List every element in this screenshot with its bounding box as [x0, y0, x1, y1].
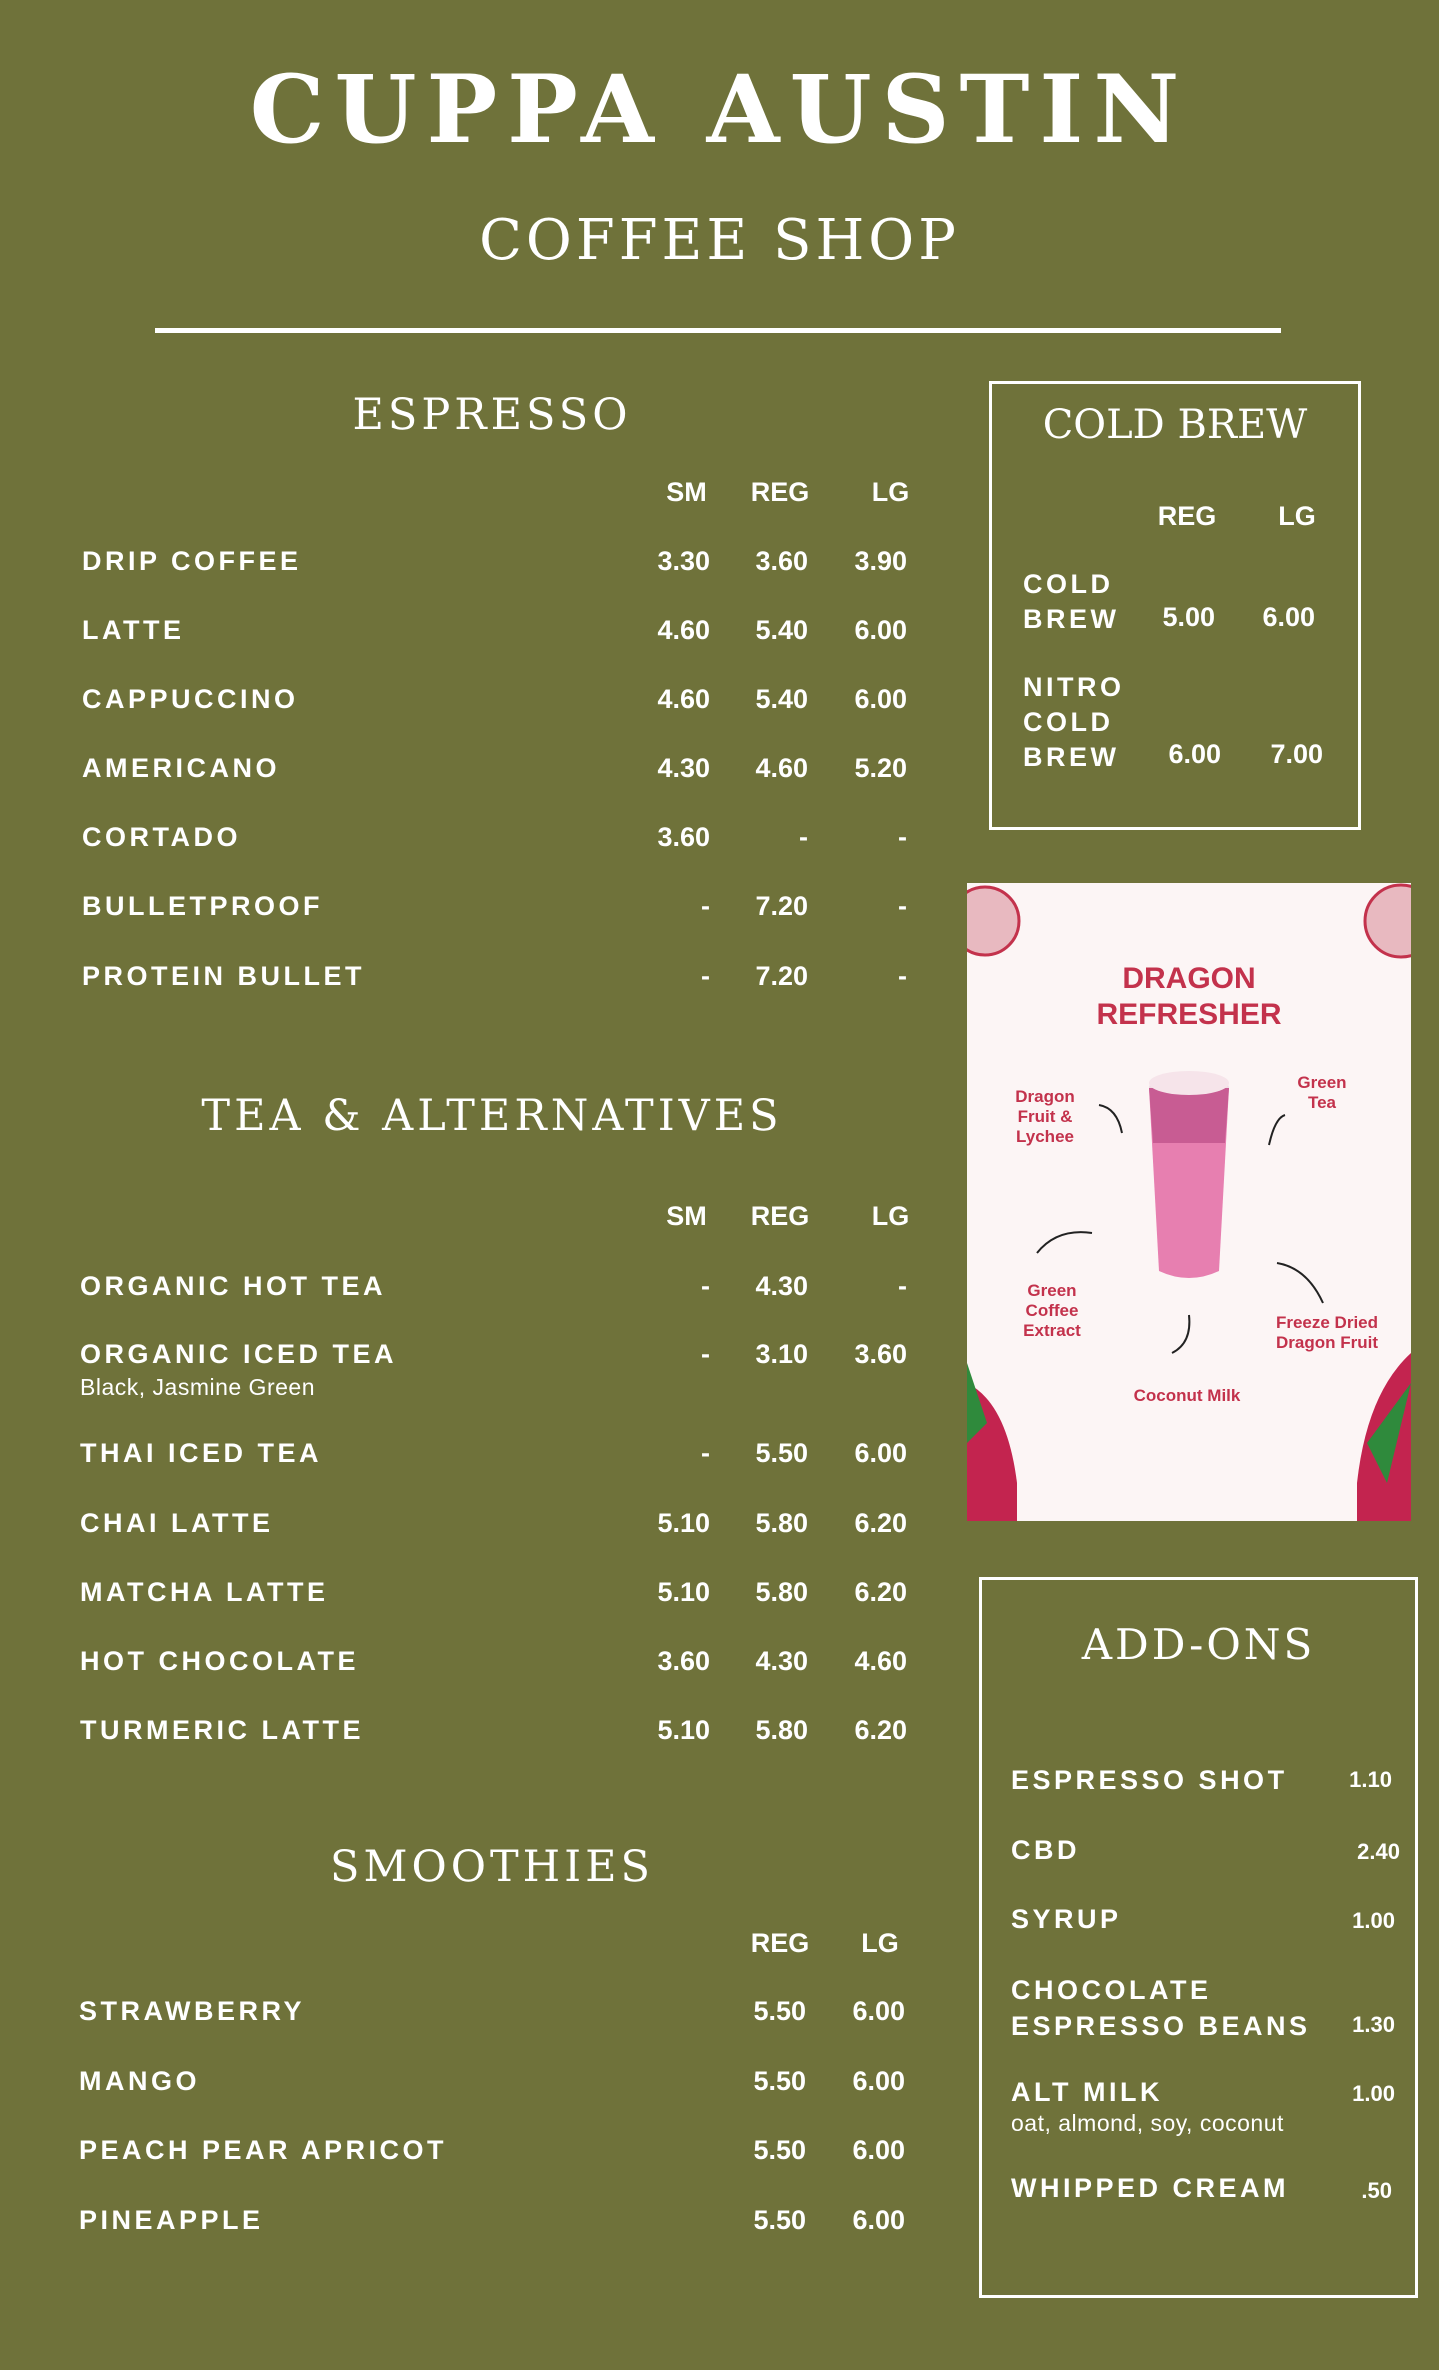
espresso-col-sm: SM [666, 477, 707, 507]
menu-item-matcha-latte: MATCHA LATTE [80, 1577, 329, 1607]
label-line: Freeze Dried [1275, 1313, 1379, 1332]
price-reg: 4.30 [755, 1271, 808, 1301]
menu-item-bulletproof: BULLETPROOF [82, 891, 323, 921]
price-lg: 6.20 [854, 1715, 907, 1745]
item-name-line: CHOCOLATE [1011, 1975, 1212, 2005]
item-note: oat, almond, soy, coconut [1011, 2110, 1284, 2136]
shop-subtitle: COFFEE SHOP [479, 208, 960, 273]
price-reg: 4.30 [755, 1646, 808, 1676]
price-sm: 5.10 [657, 1508, 710, 1538]
addon-espresso-shot: ESPRESSO SHOT [1011, 1765, 1288, 1795]
menu-item-cortado: CORTADO [82, 822, 241, 852]
price-sm: - [701, 1339, 710, 1369]
label-line: Green [1297, 1073, 1347, 1092]
tea-col-sm: SM [666, 1201, 707, 1231]
price-reg: 5.80 [755, 1508, 808, 1538]
price-reg: 5.40 [755, 615, 808, 645]
espresso-col-lg: LG [871, 477, 910, 507]
item-name-line: ESPRESSO BEANS [1011, 2011, 1311, 2041]
price-lg: 6.00 [854, 1438, 907, 1468]
menu-item-drip-coffee: DRIP COFFEE [82, 546, 302, 576]
price-reg: 6.00 [1168, 739, 1221, 769]
price-sm: 4.30 [657, 753, 710, 783]
menu-item-organic-hot-tea: ORGANIC HOT TEA [80, 1271, 386, 1301]
label-line: Dragon [1015, 1087, 1075, 1106]
price-sm: 3.30 [657, 546, 710, 576]
dragon-refresher-card [967, 883, 1411, 1521]
tea-col-reg: REG [750, 1201, 810, 1231]
menu-item-protein-bullet: PROTEIN BULLET [82, 961, 365, 991]
price-lg: - [898, 1271, 907, 1301]
menu-item-chai-latte: CHAI LATTE [80, 1508, 274, 1538]
price-lg: 6.00 [852, 2205, 905, 2235]
price-reg: 5.80 [755, 1577, 808, 1607]
dragon-fruit-icon [967, 1353, 1411, 1521]
price-sm: 3.60 [657, 822, 710, 852]
price-lg: - [898, 891, 907, 921]
price-lg: 6.00 [852, 2066, 905, 2096]
price-lg: 5.20 [854, 753, 907, 783]
price-reg: 5.80 [755, 1715, 808, 1745]
price-lg: 6.00 [854, 684, 907, 714]
espresso-heading: ESPRESSO [352, 390, 632, 440]
price-lg: 4.60 [854, 1646, 907, 1676]
shop-title: CUPPA AUSTIN [249, 55, 1190, 165]
addon-price: 1.00 [1352, 1908, 1395, 1933]
label-line: Tea [1307, 1093, 1337, 1112]
price-lg: 3.90 [854, 546, 907, 576]
item-name: ORGANIC ICED TEA [80, 1339, 398, 1369]
price-reg: 5.50 [753, 2135, 806, 2165]
addon-syrup: SYRUP [1011, 1904, 1122, 1934]
label-line: Lychee [1016, 1127, 1074, 1146]
item-name-line: BREW [1023, 604, 1120, 634]
menu-item-organic-iced-tea [80, 1339, 397, 1401]
price-lg: 6.00 [854, 615, 907, 645]
price-reg: 5.40 [755, 684, 808, 714]
price-lg: 3.60 [854, 1339, 907, 1369]
item-note: Black, Jasmine Green [80, 1374, 315, 1400]
addon-price: 1.00 [1352, 2081, 1395, 2106]
price-sm: - [701, 1271, 710, 1301]
price-reg: 5.50 [753, 2066, 806, 2096]
price-reg: 7.20 [755, 891, 808, 921]
price-sm: 4.60 [657, 684, 710, 714]
lychee-icon [967, 885, 1411, 957]
addon-price: 1.30 [1352, 2012, 1395, 2037]
addons-heading: ADD-ONS [1081, 1620, 1316, 1669]
item-name-line: COLD [1023, 707, 1114, 737]
drink-glass-icon [1149, 1071, 1229, 1278]
addon-price: 2.40 [1357, 1839, 1400, 1864]
addon-whipped-cream: WHIPPED CREAM [1011, 2173, 1290, 2203]
label-line: Coffee [1025, 1301, 1079, 1320]
label-green-tea [1277, 1073, 1367, 1113]
price-sm: - [701, 961, 710, 991]
price-sm: - [701, 891, 710, 921]
price-sm: 5.10 [657, 1577, 710, 1607]
price-reg: 4.60 [755, 753, 808, 783]
price-reg: 5.00 [1162, 602, 1215, 632]
menu-item-americano: AMERICANO [82, 753, 280, 783]
label-dragon-fruit-lychee [995, 1087, 1095, 1147]
price-lg: 6.00 [1262, 602, 1315, 632]
dragon-title [967, 961, 1411, 1033]
price-lg: - [898, 822, 907, 852]
price-reg: 5.50 [755, 1438, 808, 1468]
addon-cbd: CBD [1011, 1835, 1080, 1865]
dragon-title-line: DRAGON [1122, 962, 1256, 995]
price-reg: 5.50 [753, 2205, 806, 2235]
label-line: Fruit & [1017, 1107, 1073, 1126]
tea-heading: TEA & ALTERNATIVES [201, 1091, 783, 1141]
price-reg: - [799, 822, 808, 852]
item-name-line: BREW [1023, 742, 1120, 772]
price-sm: - [701, 1438, 710, 1468]
price-reg: 7.20 [755, 961, 808, 991]
label-line: Dragon Fruit [1276, 1333, 1378, 1352]
smoothies-col-reg: REG [750, 1928, 810, 1958]
menu-item-turmeric-latte: TURMERIC LATTE [80, 1715, 364, 1745]
menu-item-cappuccino: CAPPUCCINO [82, 684, 299, 714]
smoothies-heading: SMOOTHIES [329, 1842, 654, 1892]
cold-brew-heading: COLD BREW [1042, 402, 1308, 448]
menu-item-peach-pear-apricot: PEACH PEAR APRICOT [79, 2135, 448, 2165]
price-reg: 3.10 [755, 1339, 808, 1369]
price-sm: 4.60 [657, 615, 710, 645]
price-lg: 6.00 [852, 1996, 905, 2026]
label-coconut-milk: Coconut Milk [1133, 1386, 1241, 1405]
item-name: ALT MILK [1011, 2077, 1163, 2107]
menu-item-hot-chocolate: HOT CHOCOLATE [80, 1646, 359, 1676]
smoothies-col-lg: LG [861, 1928, 899, 1958]
price-lg: 6.20 [854, 1577, 907, 1607]
label-green-coffee-extract [997, 1281, 1107, 1341]
menu-item-strawberry: STRAWBERRY [79, 1996, 306, 2026]
label-freeze-dried-dragon-fruit [1257, 1313, 1397, 1353]
menu-item-latte: LATTE [82, 615, 185, 645]
item-name-line: NITRO [1023, 672, 1125, 702]
dragon-title-line: REFRESHER [1096, 998, 1282, 1031]
addon-price: .50 [1361, 2178, 1392, 2203]
price-lg: - [898, 961, 907, 991]
menu-item-thai-iced-tea: THAI ICED TEA [80, 1438, 323, 1468]
menu-item-nitro-cold-brew [1023, 670, 1125, 775]
price-reg: 5.50 [753, 1996, 806, 2026]
addon-alt-milk [1011, 2077, 1284, 2137]
addon-chocolate-espresso-beans [1011, 1972, 1311, 2044]
price-lg: 7.00 [1270, 739, 1323, 769]
menu-item-pineapple: PINEAPPLE [79, 2205, 264, 2235]
label-line: Extract [1023, 1321, 1081, 1340]
price-lg: 6.00 [852, 2135, 905, 2165]
espresso-col-reg: REG [750, 477, 810, 507]
item-name-line: COLD [1023, 569, 1114, 599]
tea-col-lg: LG [871, 1201, 910, 1231]
price-sm: 3.60 [657, 1646, 710, 1676]
header-divider [155, 328, 1281, 333]
price-reg: 3.60 [755, 546, 808, 576]
cold-brew-col-lg: LG [1278, 501, 1316, 531]
price-lg: 6.20 [854, 1508, 907, 1538]
price-sm: 5.10 [657, 1715, 710, 1745]
cold-brew-col-reg: REG [1157, 501, 1217, 531]
addon-price: 1.10 [1349, 1767, 1392, 1792]
label-line: Green [1027, 1281, 1077, 1300]
menu-item-mango: MANGO [79, 2066, 200, 2096]
